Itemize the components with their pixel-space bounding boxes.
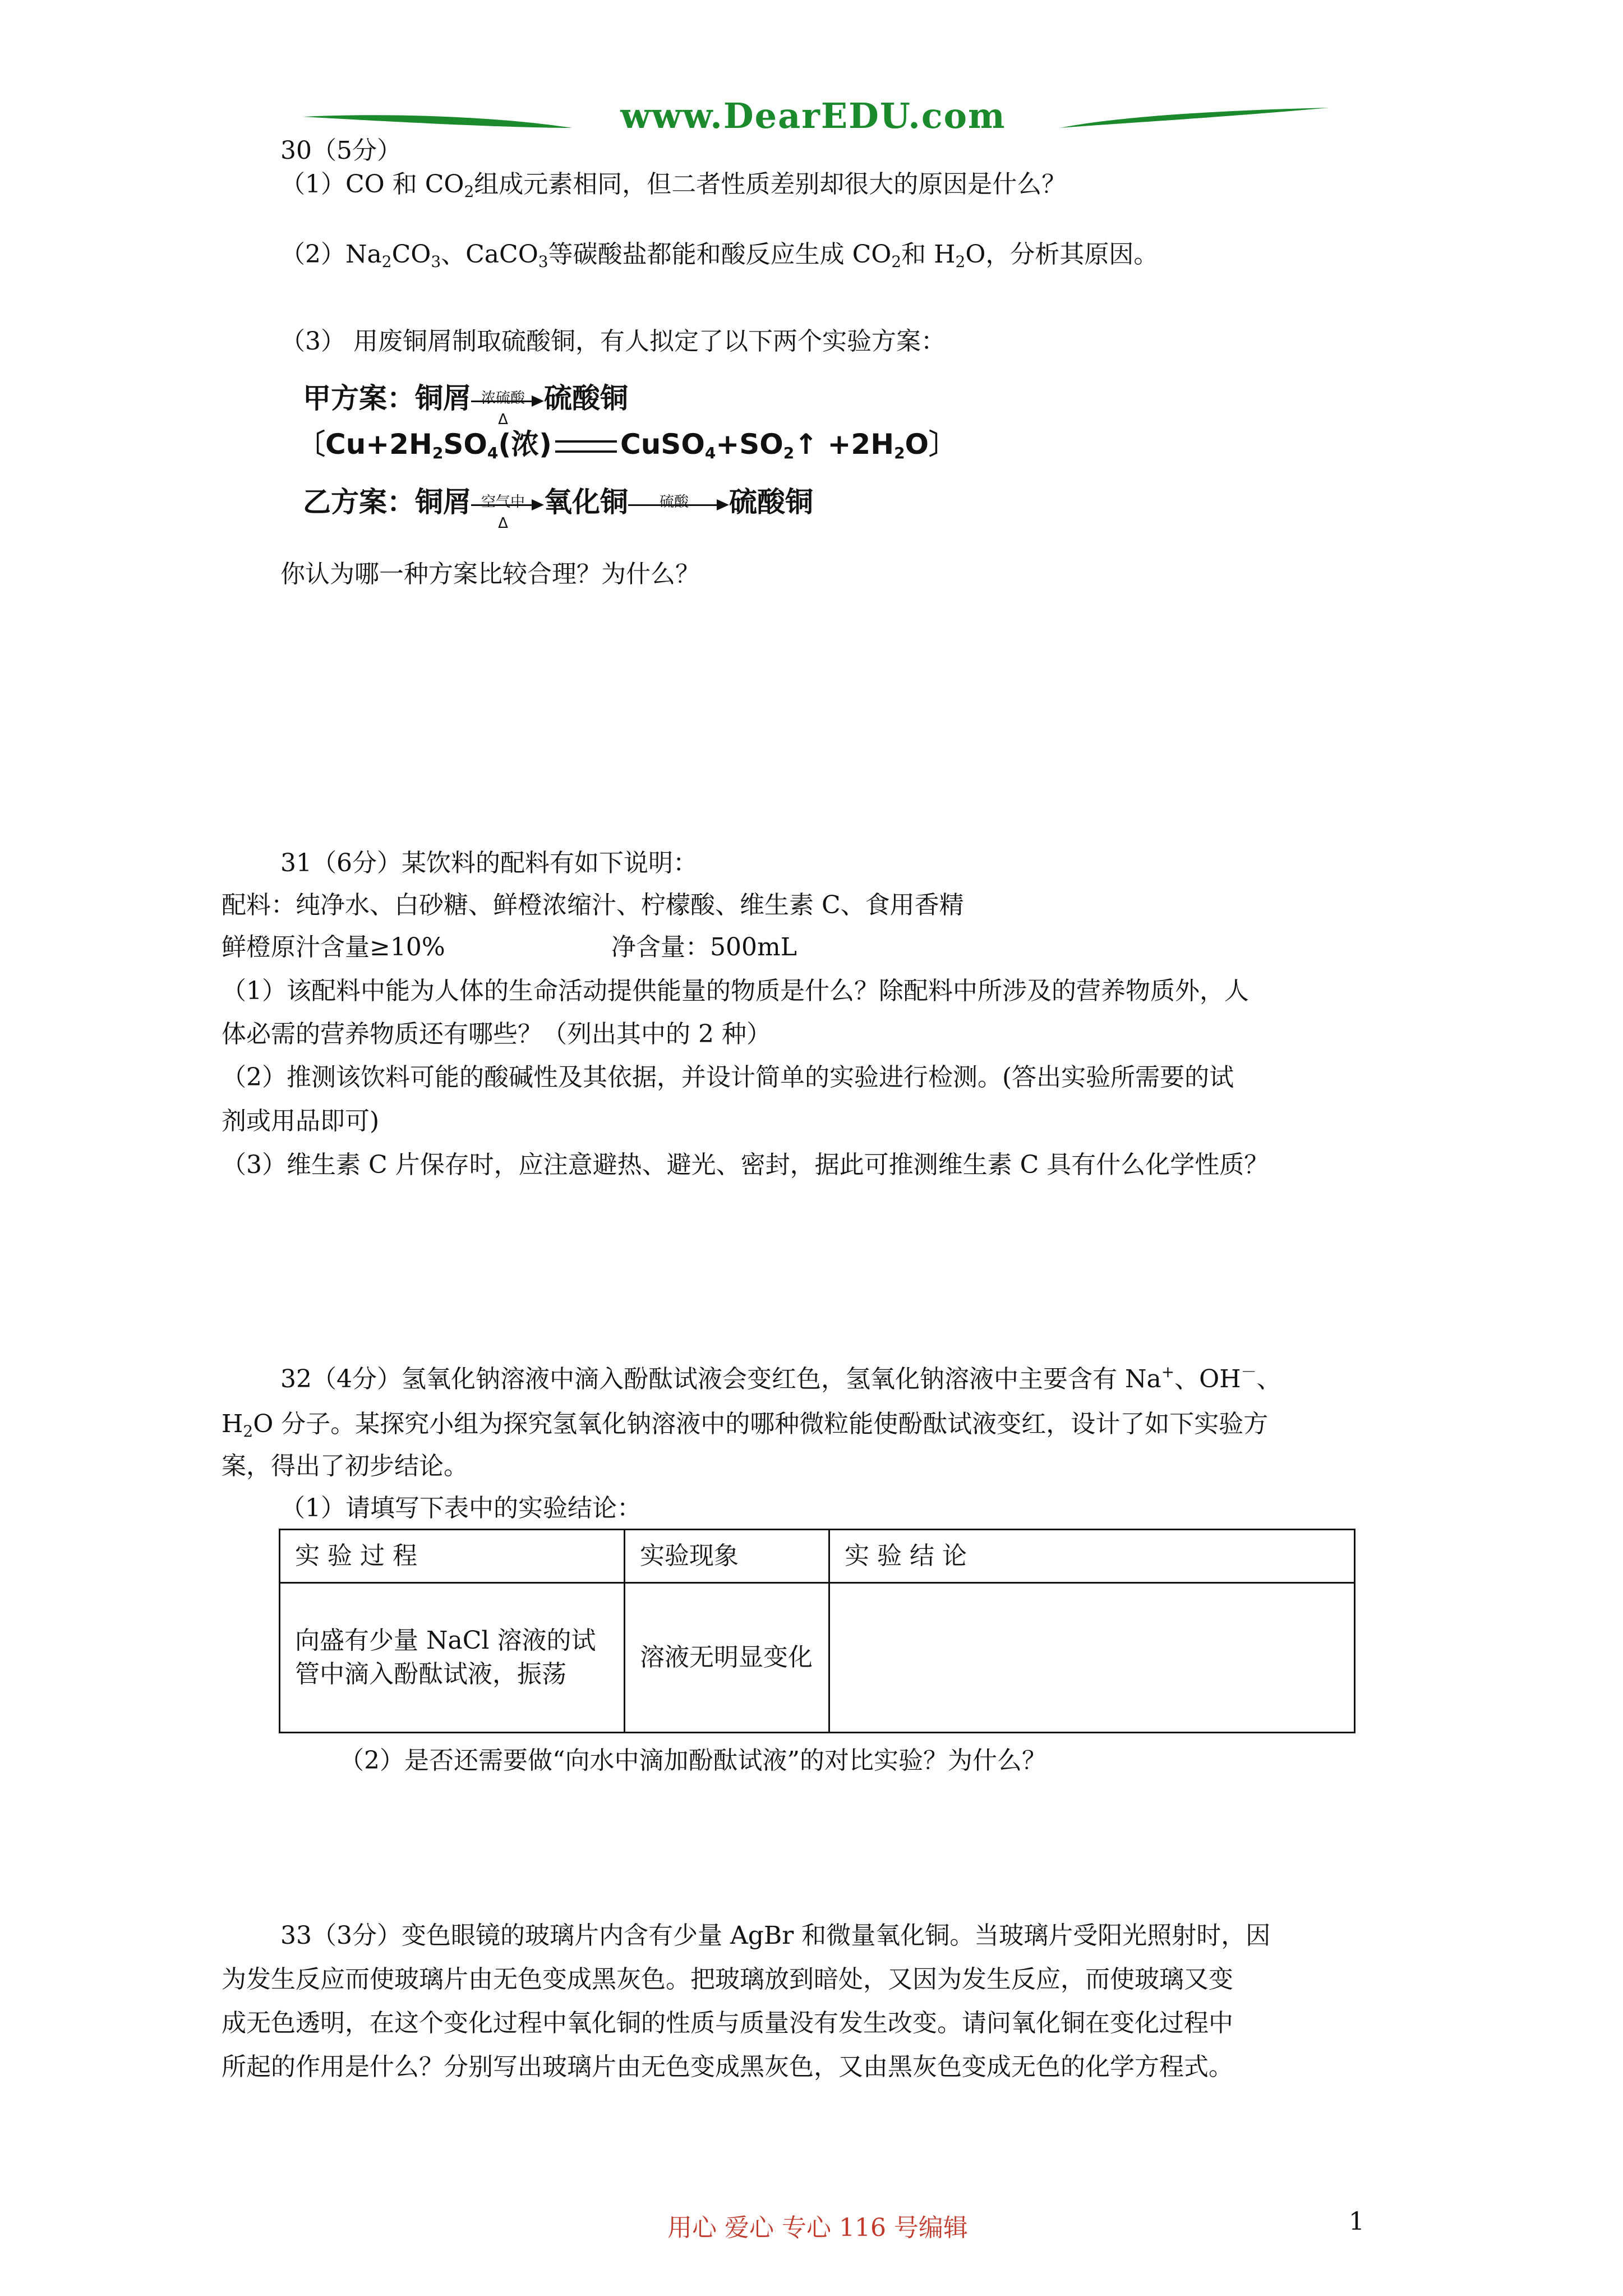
q33-line1: 33（3分）变色眼镜的玻璃片内含有少量 AgBr 和微量氧化铜。当玻璃片受阳光照射时，因	[280, 1921, 1271, 1950]
table-cell-conclusion[interactable]	[829, 1583, 1355, 1733]
table-row	[280, 1583, 1355, 1733]
reaction-arrow: 硫酸	[628, 487, 729, 521]
q30-question: 你认为哪一种方案比较合理？为什么？	[280, 560, 700, 588]
plan-b: 乙方案：铜屑 空气中 Δ 氧化铜 硫酸 硫酸铜	[303, 486, 813, 532]
q31-part1-line1: （1）该配料中能为人体的生命活动提供能量的物质是什么？除配料中所涉及的营养物质外，人	[222, 977, 1249, 1005]
q31-part2-line2: 剂或用品即可)	[222, 1107, 380, 1135]
q31-net-content: 净含量：500mL	[611, 933, 797, 961]
table-cell-phenomenon: 溶液无明显变化	[625, 1583, 829, 1733]
equals-sign	[555, 440, 617, 453]
q32-part2: （2）是否还需要做“向水中滴加酚酞试液”的对比实验？为什么？	[339, 1746, 1046, 1775]
page-number: 1	[1349, 2207, 1364, 2236]
q32-line1: 32（4分）氢氧化钠溶液中滴入酚酞试液会变红色，氢氧化钠溶液中主要含有 Na+、OH－、	[280, 1363, 1281, 1393]
table-header-cell: 实 验 过 程	[280, 1530, 625, 1583]
q31-part3: （3）维生素 C 片保存时，应注意避热、避光、密封，据此可推测维生素 C 具有什么化学性质？	[222, 1151, 1269, 1179]
q32-part1: （1）请填写下表中的实验结论：	[280, 1494, 642, 1522]
q30-part3: （3） 用废铜屑制取硫酸铜，有人拟定了以下两个实验方案：	[280, 327, 946, 356]
experiment-table	[279, 1529, 1355, 1733]
table-header-row	[280, 1530, 1355, 1583]
table-header-cell: 实验现象	[625, 1530, 829, 1583]
q33-line2: 为发生反应而使玻璃片由无色变成黑灰色。把玻璃放到暗处，又因为发生反应，而使玻璃又变	[222, 1965, 1233, 1994]
q33-line4: 所起的作用是什么？分别写出玻璃片由无色变成黑灰色，又由黑灰色变成无色的化学方程式。	[222, 2053, 1233, 2081]
table-cell-procedure: 向盛有少量 NaCl 溶液的试管中滴入酚酞试液，振荡	[280, 1583, 625, 1733]
plan-a-equation: 〔$Cu+2H_2SO_4$(浓) $CuSO_4+SO_2↑ +2H_2O$〕	[297, 428, 957, 462]
plan-a: 甲方案：铜屑 浓硫酸 Δ 硫酸铜	[303, 382, 628, 428]
q30-part2: $(2)Na_2CO_3$、CaCO$_3$等碳酸盐都能和酸反应生成 $CO_2$和 $H_2O$，分析其原因。	[280, 240, 1159, 271]
q30-part1: （1）CO 和 $CO_2$组成元素相同，但二者性质差别却很大的原因是什么？	[280, 170, 1067, 201]
q32-line3: 案，得出了初步结论。	[222, 1452, 468, 1480]
q31-title: 31（6分）某饮料的配料有如下说明：	[280, 849, 698, 877]
reaction-arrow: 空气中 Δ	[471, 487, 544, 521]
q33-line3: 成无色透明，在这个变化过程中氧化铜的性质与质量没有发生改变。请问氧化铜在变化过程中	[222, 2009, 1233, 2037]
q31-ingredients: 配料：纯净水、白砂糖、鲜橙浓缩汁、柠檬酸、维生素 C、食用香精	[222, 891, 964, 919]
q31-juice-content: 鲜橙原汁含量≥10%	[222, 933, 445, 961]
q31-part2-line1: （2）推测该饮料可能的酸碱性及其依据，并设计简单的实验进行检测。(答出实验所需要的试	[222, 1063, 1234, 1092]
q32-line2: $H_2O$ 分子。某探究小组为探究氢氧化钠溶液中的哪种微粒能使酚酞试液变红，设计了如下实验方	[222, 1410, 1269, 1441]
q30-title: 30（5分）	[280, 136, 402, 165]
reaction-arrow: 浓硫酸 Δ	[471, 384, 544, 417]
q31-part1-line2: 体必需的营养物质还有哪些？（列出其中的 2 种）	[222, 1020, 771, 1048]
table-header-cell: 实 验 结 论	[829, 1530, 1355, 1583]
header-site-url: www.DearEDU.com	[620, 95, 1006, 136]
footer-note: 用心 爱心 专心 116 号编辑	[667, 2214, 968, 2242]
